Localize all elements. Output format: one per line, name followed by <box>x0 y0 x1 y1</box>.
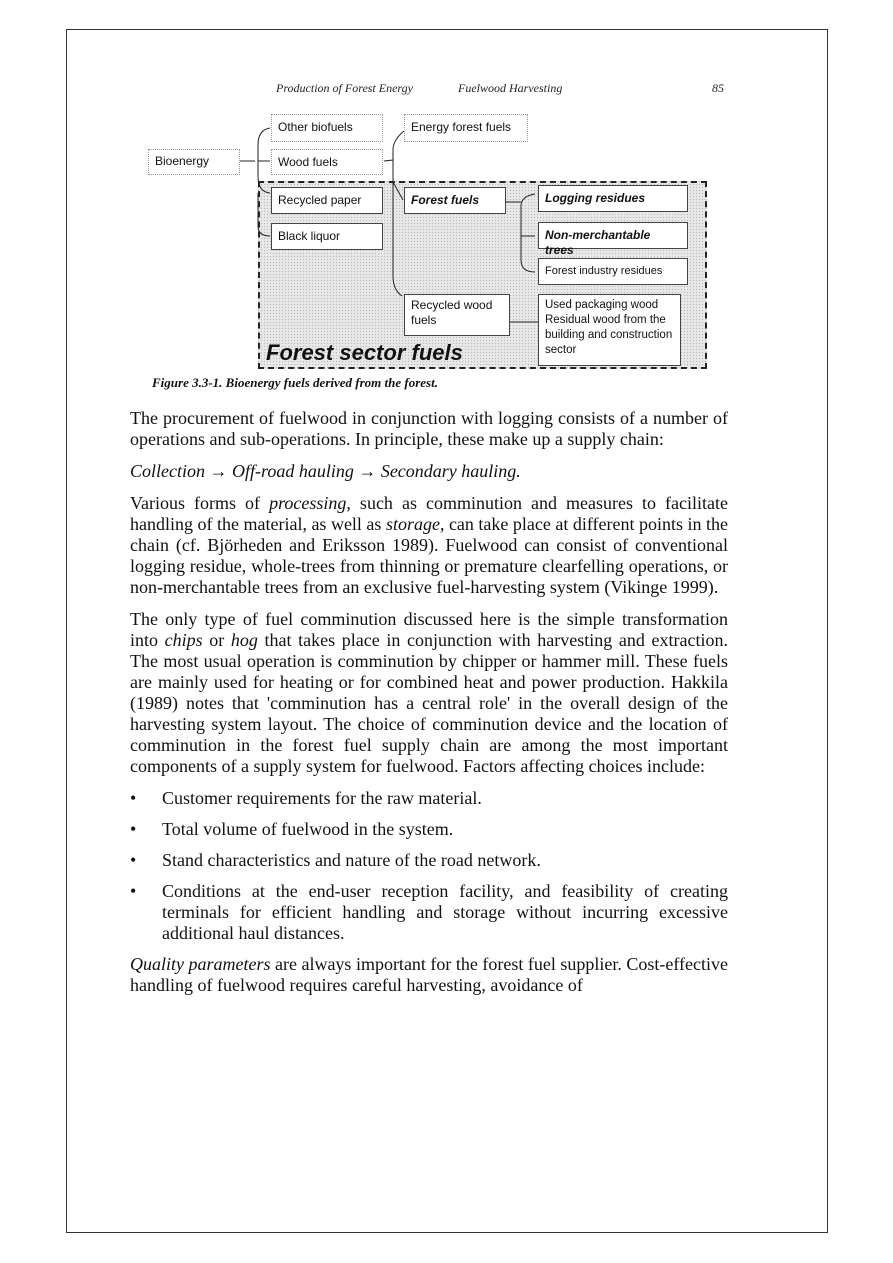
paragraph-procurement: The procurement of fuelwood in conjunction with logging consists of a number of operations and sub-operations. In principle, these make up a supply chain: <box>130 408 728 449</box>
wood-fuels-node: Wood fuels <box>271 149 383 175</box>
running-header-subtitle: Fuelwood Harvesting <box>458 81 563 95</box>
running-header-title: Production of Forest Energy <box>276 81 413 95</box>
recycled-wood-line-1: Recycled wood <box>411 298 493 312</box>
list-item: • Total volume of fuelwood in the system. <box>130 819 454 839</box>
used-packaging-line-2: Residual wood from the <box>545 314 666 326</box>
recycled-paper-node: Recycled paper <box>271 187 383 214</box>
forest-sector-fuels-label: Forest sector fuels <box>266 340 463 365</box>
used-packaging-line-4: sector <box>545 344 577 356</box>
other-biofuels-node: Other biofuels <box>271 114 383 142</box>
term-chips: chips <box>164 630 203 650</box>
page-number: 85 <box>712 81 724 95</box>
recycled-wood-line-2: fuels <box>411 313 437 327</box>
list-item: • Customer requirements for the raw material. <box>130 788 482 808</box>
bioenergy-node: Bioenergy <box>148 149 240 175</box>
term-processing: processing <box>269 493 347 513</box>
bullet-icon: • <box>130 788 137 808</box>
list-item: • Conditions at the end-user reception facility, and feasibility of creating terminals for efficient handling and storage without incurring excessive additional haul distances. <box>130 881 728 943</box>
black-liquor-node: Black liquor <box>271 223 383 250</box>
term-storage: storage <box>385 514 440 534</box>
paragraph-quality: Quality parameters are always important for the forest fuel supplier. Cost-effective handling of fuelwood requires careful harvesting, avoidance of <box>130 954 728 995</box>
energy-forest-fuels-node: Energy forest fuels <box>404 114 528 142</box>
forest-industry-residues-node: Forest industry residues <box>538 258 688 285</box>
paragraph-processing: Various forms of processing, such as comminution and measures to facilitate handling of the material, as well as storage, can take place at different points in the chain (cf. Björheden and Eriksson 1989). Fuelwood can consist of conventional logging residue, whole-trees from thinning or premature clearfelling operations, or non-merchantable trees from an exclusive fuel-harvesting system (Vikinge 1999). <box>130 493 729 597</box>
logging-residues-node: Logging residues <box>538 185 688 212</box>
paragraph-comminution: The only type of fuel comminution discussed here is the simple transformation into chips or hog that takes place in conjunction with harvesting and extraction. The most usual operation is comminution by chipper or hammer mill. These fuels are mainly used for heating or for combined heat and power production. Hakkila (1989) notes that 'comminution has a central role' in the overall design of the harvesting system layout. The choice of comminution device and the location of comminution in the forest fuel supply chain are among the most important components of a supply system for fuelwood. Factors affecting choices include: <box>130 609 728 776</box>
list-item: • Stand characteristics and nature of the road network. <box>130 850 541 870</box>
body-text <box>130 408 728 1007</box>
bullet-icon: • <box>130 819 137 839</box>
used-packaging-line-3: building and construction <box>545 329 673 341</box>
bullet-icon: • <box>130 850 137 870</box>
term-quality-parameters: Quality parameters <box>130 954 271 974</box>
non-merchantable-trees-node: Non-merchantable trees <box>538 222 688 249</box>
recycled-wood-fuels-node <box>404 294 510 336</box>
used-packaging-node <box>538 294 681 366</box>
forest-fuels-node: Forest fuels <box>404 187 506 214</box>
figure-caption: Figure 3.3-1. Bioenergy fuels derived from the forest. <box>152 375 438 390</box>
bullet-icon: • <box>130 881 137 901</box>
used-packaging-line-1: Used packaging wood <box>545 299 659 311</box>
supply-chain-line: Collection → Off-road hauling → Secondary hauling. <box>130 461 521 481</box>
term-hog: hog <box>230 630 258 650</box>
factors-list <box>130 788 728 944</box>
